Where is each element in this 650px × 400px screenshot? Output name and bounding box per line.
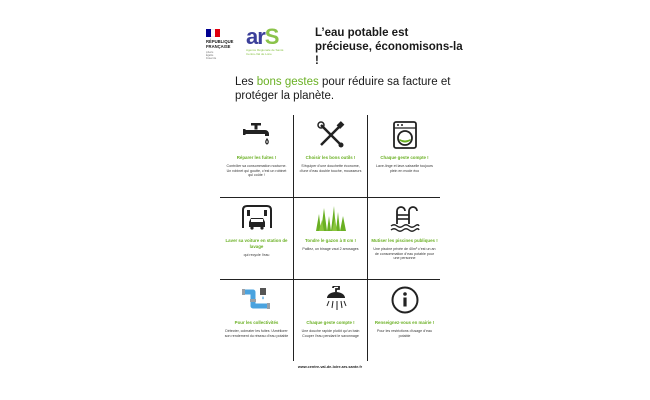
tip-cell — [368, 115, 441, 197]
tip-text: S’équiper d’une douchette économe, d’une d’eau double touche, mousseurs — [299, 164, 362, 173]
tip-title: Chaque geste compte ! — [306, 320, 355, 325]
tools-icon — [315, 121, 347, 149]
shower-icon — [315, 286, 347, 314]
tip-text: Lave-linge et lave-vaisselle toujours plein en mode éco — [376, 164, 433, 173]
subtitle — [235, 75, 455, 103]
washing-machine-icon — [389, 121, 421, 149]
tip-cell — [220, 280, 293, 362]
subtitle-prefix: Les — [235, 76, 257, 88]
ars-logo: arS Agence Régionale de Santé Centre-Val de Loire — [246, 26, 294, 58]
tip-cell — [368, 198, 441, 280]
tip-cell — [220, 115, 293, 197]
faucet-drip-icon — [241, 121, 273, 149]
subtitle-highlight: bons gestes — [256, 76, 319, 88]
tip-title: Renseignez-vous en mairie ! — [374, 320, 435, 325]
tip-title: Réparer les fuites ! — [236, 155, 277, 160]
tip-text: Une douche rapide plutôt qu’un bain Couper l’eau pendant le savonnage — [301, 329, 360, 338]
tip-text: Paillez, un binage vaut 2 arrosages — [302, 247, 359, 251]
tip-title: Pour les collectivités — [234, 320, 279, 325]
tip-text: Pour les restrictions d’usage d’eau potable — [377, 329, 432, 338]
poster-header — [200, 20, 463, 67]
headline: L’eau potable est précieuse, économisons-la ! — [315, 27, 463, 67]
car-wash-icon — [241, 204, 273, 232]
republique-label-1: RÉPUBLIQUE — [206, 39, 234, 44]
grass-icon — [315, 204, 347, 232]
republique-motto: Liberté Égalité Fraternité — [206, 51, 217, 60]
tip-title: Mutiser les piscines publiques ! — [371, 238, 438, 243]
tip-text: Une piscine privée de 40m³ c’est un an de consommation d’eau potable pour une personne — [373, 247, 436, 261]
tip-cell — [220, 198, 293, 280]
tip-cell — [368, 280, 441, 362]
tip-text: Contrôler sa consommation nocturne. Un robinet qui goutte, c’est un robinet qui coûte ! — [226, 164, 287, 178]
swimming-pool-icon — [389, 204, 421, 232]
tip-title: Choisir les bons outils ! — [305, 155, 356, 160]
ars-tagline: Agence Régionale de Santé Centre-Val de Loire — [246, 48, 284, 56]
subtitle-suffix: pour réduire sa facture et protéger la planète. — [235, 76, 451, 102]
pipe-leak-icon — [241, 286, 273, 314]
republique-label-2: FRANÇAISE — [206, 44, 231, 49]
tip-title: Laver sa voiture en station de lavage — [225, 238, 288, 249]
tip-cell — [294, 198, 367, 280]
poster — [200, 20, 463, 380]
tip-text: Détecter, colmater les fuites ! Améliorer son rendement du réseau d’eau potable — [224, 329, 289, 338]
tip-title: Tondre le gazon à 8 cm ! — [305, 238, 356, 243]
republique-francaise-logo — [206, 29, 238, 60]
tip-text: qui recycle l’eau — [243, 253, 270, 257]
footer-url: www.centre-val-de-loire.ars.sante.fr — [297, 365, 363, 369]
tip-title: Chaque geste compte ! — [380, 155, 429, 160]
info-icon — [389, 286, 421, 314]
tips-grid — [220, 115, 440, 361]
french-flag-icon — [206, 29, 220, 37]
tip-cell — [294, 115, 367, 197]
tip-cell — [294, 280, 367, 362]
